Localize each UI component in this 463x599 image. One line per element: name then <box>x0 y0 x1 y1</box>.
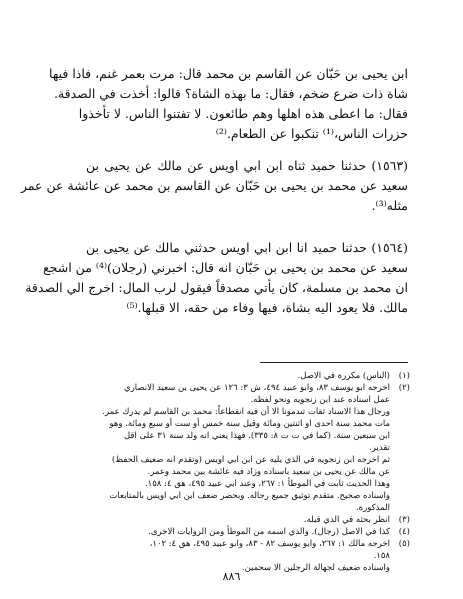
footnote-number: (٢) <box>398 383 410 393</box>
body-paragraph-hadith-1563 <box>20 156 408 216</box>
footnote <box>80 370 410 382</box>
text-line: فقال: ما اعطى هذه اهلها وهم طائعون. لا تفتنوا الناس. لا تأخذوا <box>78 106 408 121</box>
text-line: مالك. فلا يعود اليه بشاة، فيها وفاء من حقه، الا قبلها.⁽⁵⁾ <box>126 300 408 315</box>
footnote <box>80 538 410 574</box>
footnote-text: تقدير. <box>369 443 390 453</box>
text-line: مثله⁽³⁾. <box>371 198 408 213</box>
footnote-number: (٤) <box>398 527 410 537</box>
footnote-text: ورجال هذا الاسناد ثقات تندمونا الا أن فيه انقطاعاً: محمد بن القاسم لم يدرك عمر. <box>102 407 390 417</box>
footnote-text: عمل اسناده عند ابن زنجويه ونحو لفظه. <box>250 395 390 405</box>
footnote <box>80 382 410 514</box>
text-line: شاة ذات ضرع ضخم، فقال: ما بهذه الشاة؟ قالوا: أخذت في الصدقة. <box>53 86 408 101</box>
text-line: (١٥٦٣) حدثنا حميد ثناه ابن ابي اويس عن مالك عن يحيى بن <box>86 158 408 173</box>
footnote-text: اخرجه ابو يوسف ٨٣، وابو عبيد ٤٩٤، ش ٣: ١٢٦ عن يحيى بن سعيد الانصاري <box>124 383 390 393</box>
footnote-number: (٥) <box>398 539 410 549</box>
footnote-text: واسناده ضعيف لجهالة الرجلين الا سحمين. <box>241 563 390 573</box>
text-line: ان محمد بن مسلمة، كان يأتي مصدقاً فيقول لرب المال: اخرج الي الصدقة <box>25 280 408 295</box>
footnote-text: مات محمد سنة احدى او اثنتين ومائة وقيل سنة خمس أو ست أو سبع ومائة. وهو <box>109 419 390 429</box>
footnote-text: انظر بحثه في الذي قبله. <box>303 515 390 525</box>
text-line: سعيد عن محمد بن يحيى بن حَبّان عن القاسم بن محمد عن عائشة عن عمر <box>20 178 408 193</box>
footnote-number: (١) <box>398 371 410 381</box>
footnote-text: اخرجه مالك ١: ٢٦٧، وابو يوسف ٨٢ - ٨٣، وابو عبيد ٤٩٥، هق ٤: ١٠٢، <box>149 539 390 549</box>
footnote-text: واسناده صحيح. متقدم توثيق جميع رجاله. وبحضر ضعف ابن ابي اويس بالمتابعات <box>109 491 390 501</box>
page-number: ٨٨٦ <box>222 570 241 583</box>
footnote <box>80 514 410 526</box>
footnote-number: (٣) <box>398 515 410 525</box>
body-paragraph-1 <box>49 64 408 144</box>
footnote-text: المذكورة. <box>355 503 390 513</box>
footnote-text: وهذا الحديث ثابت في الموطأ ١: ٢٦٧، وعند ابي عبيد ٤٩٥، هق ٤: ١٥٨. <box>144 479 390 489</box>
footnote-text: ثم اخرجه ابن زنجويه في الذي يليه عن ابن ابي اويس (وتقدم انه ضعيف الحفظ) <box>111 455 390 465</box>
footnote-text: ١٥٨. <box>373 551 390 561</box>
text-line: حزرات الناس،⁽¹⁾ تنكبوا عن الطعام.⁽²⁾ <box>215 126 408 141</box>
footnote-text: (الناس) مكررة في الاصل. <box>297 371 390 381</box>
text-line: سعيد عن محمد بن يحيى بن حَبّان انه قال: اخبرني (رجلان)⁽⁴⁾ من اشجع <box>43 260 408 275</box>
footnote-text: ابن سبعين سنة. (كما في ت ت ٨: ٣٣٥). فهذا يعني انه ولد سنة ٣١ على اقل <box>124 431 390 441</box>
footnote <box>80 526 410 538</box>
footnote-divider <box>260 362 408 363</box>
body-paragraph-hadith-1564 <box>25 238 408 318</box>
footnote-text: كذا في الاصل (رجال). والذي اسمه من الموطأ ومن الروايات الاخرى. <box>148 527 390 537</box>
text-line: (١٥٦٤) حدثنا حميد انا ابن ابي اويس حدثني مالك عن يحيى بن <box>86 240 408 255</box>
text-line: ابن يحيى بن حَبّان عن القاسم بن محمد قال: مرت بعمر غنم، فاذا فيها <box>49 66 408 81</box>
footnotes <box>80 370 410 574</box>
footnote-text: عن مالك عن يحيى بن سعيد باسناده وزاد فيه عائشة بين محمد وعمر. <box>147 467 390 477</box>
